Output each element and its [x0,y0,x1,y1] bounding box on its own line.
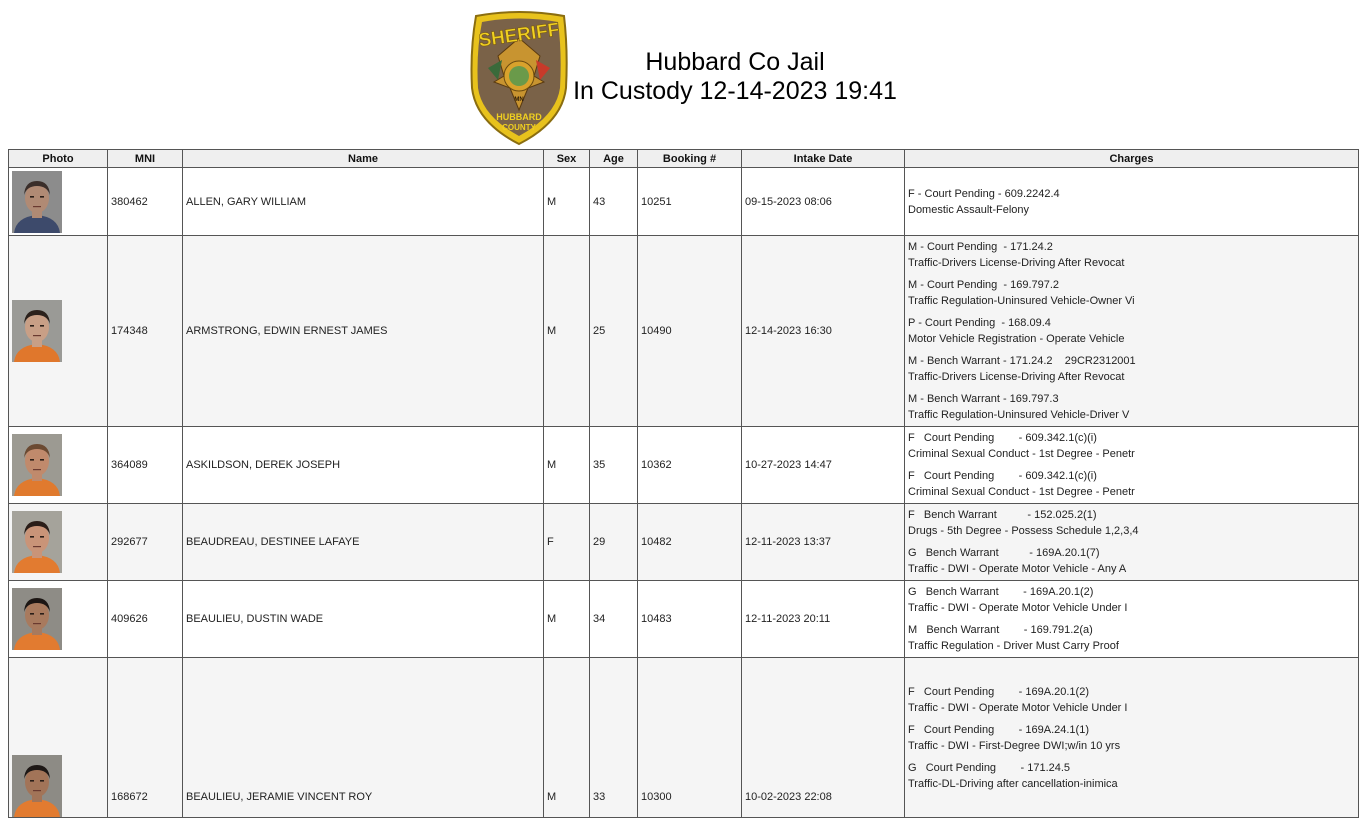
charge-description: Criminal Sexual Conduct - 1st Degree - Penetr [908,448,1135,460]
mugshot-photo[interactable] [12,588,62,650]
inmate-table [8,149,1359,818]
mni-cell: 292677 [108,504,183,581]
table-row[interactable] [9,658,1359,818]
charge-description: Traffic - DWI - Operate Motor Vehicle - Any A [908,563,1127,575]
name-cell: BEAULIEU, JERAMIE VINCENT ROY [183,658,544,818]
table-header-row [9,150,1359,168]
mni-cell: 174348 [108,236,183,427]
booking-number-cell: 10300 [638,658,742,818]
mugshot-photo[interactable] [12,171,62,233]
charge-entry [908,504,1355,542]
age-cell: 29 [590,504,638,581]
charge-entry [908,465,1355,503]
column-header-booking: Booking # [638,150,742,168]
mni-cell: 364089 [108,427,183,504]
charge-code: F Court Pending - 169A.24.1(1) [908,723,1089,736]
charges-cell [905,504,1359,581]
charge-description: Traffic-Drivers License-Driving After Revocat [908,257,1125,269]
mni-cell: 380462 [108,168,183,236]
table-row[interactable] [9,427,1359,504]
page-title: Hubbard Co Jail [645,48,825,76]
charge-code: G Bench Warrant - 169A.20.1(2) [908,586,1094,598]
column-header-name: Name [183,150,544,168]
charge-entry [908,274,1355,312]
charge-code: G Court Pending - 171.24.5 [908,761,1071,774]
table-row[interactable] [9,168,1359,236]
sex-cell: M [544,658,590,818]
mni-cell: 409626 [108,581,183,658]
charge-entry [908,312,1355,350]
intake-date-cell: 12-14-2023 16:30 [742,236,905,427]
charge-description: Drugs - 5th Degree - Possess Schedule 1,2,3,4 [908,525,1139,537]
charge-description: Traffic Regulation - Driver Must Carry Proof [908,640,1119,652]
badge-bottom-text-2: COUNTY [502,123,536,132]
charge-entry [908,350,1355,388]
sex-cell: M [544,168,590,236]
charge-description: Criminal Sexual Conduct - 1st Degree - Penetr [908,486,1135,498]
age-cell: 35 [590,427,638,504]
column-header-sex: Sex [544,150,590,168]
name-cell: ARMSTRONG, EDWIN ERNEST JAMES [183,236,544,427]
intake-date-cell: 12-11-2023 13:37 [742,504,905,581]
charge-code: F Bench Warrant - 152.025.2(1) [908,509,1097,521]
column-header-photo: Photo [9,150,108,168]
charge-description: Traffic-DL-Driving after cancellation-inimica [908,777,1118,790]
mugshot-photo[interactable] [12,434,62,496]
charge-code: M Bench Warrant - 169.791.2(a) [908,624,1093,636]
badge-center-text: MN [514,97,524,103]
charge-code: P - Court Pending - 168.09.4 [908,317,1051,329]
charge-description: Traffic Regulation-Uninsured Vehicle-Driver V [908,409,1130,421]
sheriff-badge-logo [468,10,570,146]
intake-date-cell: 09-15-2023 08:06 [742,168,905,236]
name-cell: ALLEN, GARY WILLIAM [183,168,544,236]
photo-cell [9,658,108,818]
name-cell: ASKILDSON, DEREK JOSEPH [183,427,544,504]
sex-cell: M [544,581,590,658]
sex-cell: M [544,236,590,427]
table-body [9,168,1359,818]
mni-cell: 168672 [108,658,183,818]
intake-date-cell: 10-02-2023 22:08 [742,658,905,818]
mugshot-photo[interactable] [12,755,62,817]
table-row[interactable] [9,581,1359,658]
charges-cell [905,427,1359,504]
charge-code: G Bench Warrant - 169A.20.1(7) [908,547,1100,559]
intake-date-cell: 12-11-2023 20:11 [742,581,905,658]
charge-entry [908,757,1355,795]
photo-cell [9,168,108,236]
booking-number-cell: 10362 [638,427,742,504]
age-cell: 34 [590,581,638,658]
charge-entry [908,719,1355,757]
badge-top-text: SHERIFF [477,19,561,52]
table-row[interactable] [9,504,1359,581]
title-block [560,48,910,106]
column-header-intake-date: Intake Date [742,150,905,168]
charge-code: F Court Pending - 609.342.1(c)(i) [908,470,1097,482]
charges-cell [905,581,1359,658]
charges-cell [905,658,1359,818]
charge-description: Traffic - DWI - First-Degree DWI;w/in 10 yrs [908,739,1121,752]
age-cell: 25 [590,236,638,427]
charge-description: Traffic - DWI - Operate Motor Vehicle Under I [908,602,1128,614]
charge-entry [908,681,1355,719]
charge-code: F Court Pending - 169A.20.1(2) [908,685,1089,698]
column-header-age: Age [590,150,638,168]
charge-entry [908,427,1355,465]
intake-date-cell: 10-27-2023 14:47 [742,427,905,504]
badge-bottom-text-1: HUBBARD [496,112,542,122]
name-cell: BEAUDREAU, DESTINEE LAFAYE [183,504,544,581]
page-header [0,0,1366,149]
charge-description: Domestic Assault-Felony [908,203,1030,216]
charge-entry [908,388,1355,426]
photo-cell [9,427,108,504]
charge-entry [908,183,1355,221]
charge-entry [908,236,1355,274]
charges-cell [905,168,1359,236]
booking-number-cell: 10490 [638,236,742,427]
booking-number-cell: 10251 [638,168,742,236]
table-row[interactable] [9,236,1359,427]
photo-cell [9,504,108,581]
charge-entry [908,542,1355,580]
charge-code: M - Bench Warrant - 169.797.3 [908,393,1059,405]
mugshot-photo[interactable] [12,511,62,573]
charge-entry [908,619,1355,657]
mugshot-photo[interactable] [12,300,62,362]
booking-number-cell: 10482 [638,504,742,581]
charge-code: M - Court Pending - 169.797.2 [908,279,1060,291]
charge-description: Traffic Regulation-Uninsured Vehicle-Owner Vi [908,295,1135,307]
age-cell: 33 [590,658,638,818]
sex-cell: M [544,427,590,504]
column-header-mni: MNI [108,150,183,168]
charges-cell [905,236,1359,427]
booking-number-cell: 10483 [638,581,742,658]
photo-cell [9,581,108,658]
charge-description: Traffic - DWI - Operate Motor Vehicle Under I [908,701,1128,714]
charge-entry [908,581,1355,619]
charge-code: M - Court Pending - 171.24.2 [908,241,1053,253]
photo-cell [9,236,108,427]
charge-code: F Court Pending - 609.342.1(c)(i) [908,432,1097,444]
age-cell: 43 [590,168,638,236]
column-header-charges: Charges [905,150,1359,168]
name-cell: BEAULIEU, DUSTIN WADE [183,581,544,658]
charge-description: Motor Vehicle Registration - Operate Vehicle [908,333,1125,345]
charge-description: Traffic-Drivers License-Driving After Revocat [908,371,1125,383]
charge-code: F - Court Pending - 609.2242.4 [908,187,1060,200]
sex-cell: F [544,504,590,581]
page-subtitle: In Custody 12-14-2023 19:41 [573,77,897,105]
charge-code: M - Bench Warrant - 171.24.2 29CR2312001 [908,355,1136,367]
